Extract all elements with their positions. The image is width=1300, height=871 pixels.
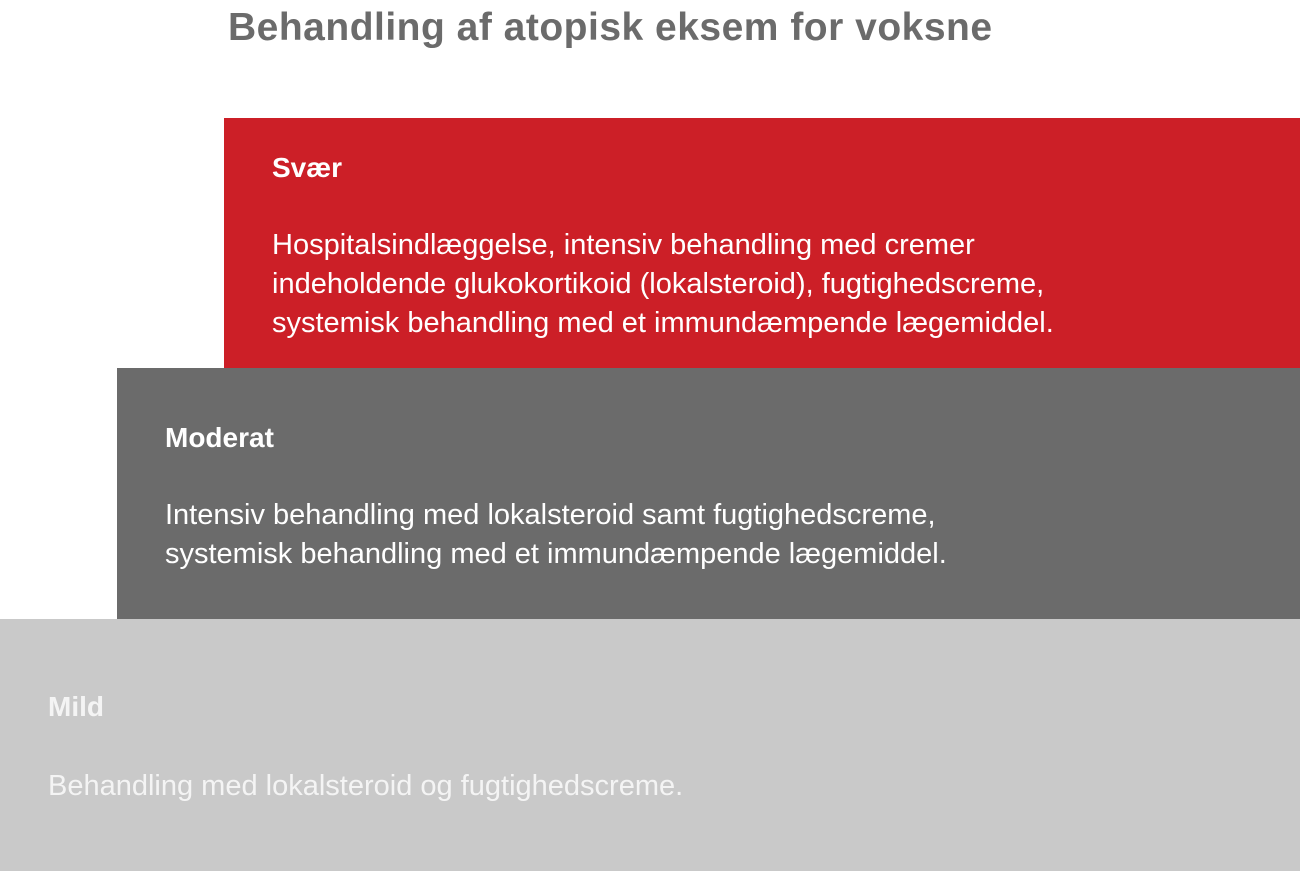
diagram-title: Behandling af atopisk eksem for voksne (228, 6, 993, 49)
tier-mild (0, 619, 1300, 871)
tier-mild-description: Behandling med lokalsteroid og fugtighedscreme. (48, 770, 684, 802)
tier-moderate (117, 368, 1300, 619)
tier-moderate-heading: Moderat (165, 422, 274, 453)
tier-severe-heading: Svær (272, 152, 343, 183)
tier-severe-description: Hospitalsindlæggelse, intensiv behandling med cremer indeholdende glukokortikoid (lokalsteroid), fugtighedscreme, systemisk behandling med et immundæmpende lægemiddel. (272, 229, 1054, 339)
tier-severe (224, 118, 1300, 368)
tier-moderate-description: Intensiv behandling med lokalsteroid samt fugtighedscreme, systemisk behandling med et immundæmpende lægemiddel. (165, 499, 947, 570)
tier-mild-heading: Mild (48, 691, 104, 722)
